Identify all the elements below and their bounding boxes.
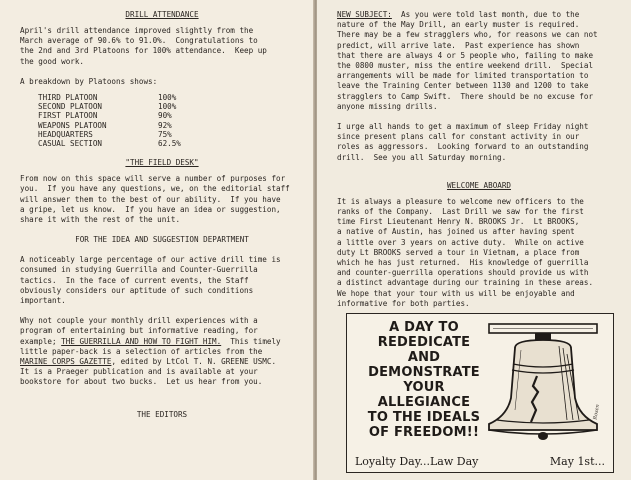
- new-subject-paragraph-2: [337, 122, 621, 163]
- text-line: time First Lieutenant Henry N. BROOKS Jr. Lt BROOKS,: [337, 217, 580, 227]
- platoon-value: 75%: [158, 129, 172, 139]
- drill-attendance-heading: DRILL ATTENDANCE: [125, 10, 199, 19]
- table-row: [38, 139, 198, 148]
- field-desk-paragraph: [20, 174, 304, 225]
- welcome-aboard-paragraph: [337, 197, 621, 309]
- text-line: share it with the rest of the unit.: [20, 215, 181, 225]
- text-line: important.: [20, 296, 66, 306]
- left-page: [0, 0, 314, 480]
- text-line: It is always a pleasure to welcome new officers to the: [337, 196, 584, 206]
- text-line: drill. See you all Saturday morning.: [337, 152, 507, 162]
- drill-attendance-paragraph: [20, 26, 304, 67]
- platoon-name: CASUAL SECTION: [38, 139, 103, 149]
- poster-headline-line: REDEDICATE: [377, 335, 471, 350]
- artist-signature: Rosen: [592, 403, 602, 421]
- poster-headline-line: DEMONSTRATE: [368, 365, 480, 380]
- platoon-value: 90%: [158, 111, 172, 121]
- platoon-name: THIRD PLATOON: [38, 93, 98, 103]
- poster-headline-line: TO THE IDEALS: [367, 410, 481, 425]
- text-line: I urge all hands to get a maximum of sleep Friday night: [337, 122, 589, 132]
- table-row: [38, 93, 198, 102]
- table-row: [38, 102, 198, 111]
- breakdown-intro: A breakdown by Platoons shows:: [20, 76, 158, 86]
- text-line: nature of the May Drill, an early muster is required.: [337, 20, 580, 30]
- text-line: There may be a few stragglers who, for reasons we can not: [337, 30, 598, 40]
- new-subject-label: NEW SUBJECT:: [337, 10, 392, 19]
- text-line: March average of 90.6% to 91.0%. Congratulations to: [20, 36, 258, 46]
- platoon-name: WEAPONS PLATOON: [38, 120, 107, 130]
- platoon-attendance-table: [38, 93, 198, 148]
- liberty-bell-icon: [475, 320, 609, 448]
- poster-headline-line: OF FREEDOM!!: [368, 425, 480, 440]
- table-row: [38, 130, 198, 139]
- poster-headline: [359, 320, 489, 440]
- poster-footer-right: May 1st...: [549, 455, 605, 468]
- text-line: predict, will arrive late. Past experience has shown: [337, 40, 580, 50]
- text-line: obviously considers our aptitude of such conditions: [20, 285, 254, 295]
- text-fragment: example;: [20, 336, 62, 346]
- text-line: [20, 337, 304, 347]
- text-line: you. If you have any questions, we, on the editorial staff: [20, 184, 290, 194]
- book-title: THE GUERRILLA AND HOW TO FIGHT HIM.: [61, 336, 222, 346]
- text-line: a distinct advantage during our training in these areas.: [337, 278, 594, 288]
- text-line: program of entertaining but informative reading, for: [20, 326, 258, 336]
- text-line: It is a Praeger publication and is available at your: [20, 367, 258, 377]
- text-fragment: As you were told last month, due to the: [391, 10, 580, 19]
- text-line: informative for both parties.: [337, 298, 470, 308]
- text-line: [20, 357, 304, 367]
- text-line: a gripe, let us know. If you have an idea or suggestion,: [20, 204, 281, 214]
- poster-footer-left: Loyalty Day...Law Day: [355, 455, 479, 468]
- platoon-name: FIRST PLATOON: [38, 111, 98, 121]
- table-row: [38, 121, 198, 130]
- text-line: the 0800 muster, miss the entire weekend drill. Special: [337, 61, 594, 71]
- poster-headline-line: YOUR ALLEGIANCE: [377, 380, 471, 410]
- magazine-title: MARINE CORPS GAZETTE: [20, 357, 112, 367]
- text-line: From now on this space will serve a number of purposes for: [20, 174, 286, 184]
- text-line: anyone missing drills.: [337, 101, 438, 111]
- platoon-value: 100%: [158, 102, 177, 112]
- text-line: a native of Austin, has joined us after having spent: [337, 227, 575, 237]
- text-fragment: , edited by LtCol T. N. GREENE USMC.: [111, 357, 277, 367]
- poster-headline-line: A DAY TO: [389, 320, 459, 335]
- text-line: [337, 10, 621, 20]
- text-line: We hope that your tour with us will be enjoyable and: [337, 288, 575, 298]
- platoon-value: 100%: [158, 93, 177, 103]
- idea-dept-paragraph-2: [20, 316, 304, 387]
- text-line: little paper-back is a selection of articles from the: [20, 346, 263, 356]
- poster-footer: [355, 455, 605, 469]
- text-line: which he has just returned. His knowledge of guerrilla: [337, 258, 589, 268]
- loyalty-day-poster: [346, 313, 614, 473]
- text-line: a little over 3 years on active duty. While on active: [337, 237, 584, 247]
- text-line: leave the Training Center between 1130 and 1200 to take: [337, 81, 589, 91]
- welcome-aboard-heading: WELCOME ABOARD: [446, 180, 511, 190]
- text-line: will answer them to the best of our ability. If you have: [20, 194, 281, 204]
- text-line: the 2nd and 3rd Platoons for 100% attendance. Keep up: [20, 46, 267, 56]
- platoon-name: HEADQUARTERS: [38, 129, 93, 139]
- text-fragment: This timely: [221, 336, 281, 346]
- text-line: ranks of the Company. Last Drill we saw for the first: [337, 207, 584, 217]
- text-line: roles as aggressors. Looking forward to an outstanding: [337, 142, 589, 152]
- text-line: tactics. In the face of current events, the Staff: [20, 275, 249, 285]
- text-line: duty Lt BROOKS served a tour in Vietnam, a place from: [337, 247, 580, 257]
- text-line: stragglers to Camp Swift. There should be no excuse for: [337, 91, 594, 101]
- editors-signature: THE EDITORS: [136, 409, 188, 419]
- text-line: since present plans call for constant activity in our: [337, 132, 580, 142]
- text-line: that there are always 4 or 5 people who, failing to make: [337, 50, 594, 60]
- idea-dept-heading: FOR THE IDEA AND SUGGESTION DEPARTMENT: [75, 235, 249, 245]
- platoon-name: SECOND PLATOON: [38, 102, 103, 112]
- poster-headline-line: AND: [407, 350, 441, 365]
- text-line: and counter-guerrilla operations should provide us with: [337, 268, 589, 278]
- platoon-value: 62.5%: [158, 139, 181, 149]
- idea-dept-paragraph-1: [20, 255, 304, 306]
- text-line: Why not couple your monthly drill experiences with a: [20, 316, 258, 326]
- text-line: the good work.: [20, 56, 85, 66]
- platoon-value: 92%: [158, 120, 172, 130]
- table-row: [38, 111, 198, 120]
- text-line: A noticeably large percentage of our active drill time is: [20, 255, 281, 265]
- text-line: April's drill attendance improved slightly from the: [20, 26, 254, 35]
- field-desk-heading: "THE FIELD DESK": [125, 158, 199, 168]
- text-line: consumed in studying Guerrilla and Counter-Guerrilla: [20, 265, 258, 275]
- text-line: arrangements will be made for limited transportation to: [337, 71, 589, 81]
- text-line: bookstore for about two bucks. Let us hear from you.: [20, 377, 263, 387]
- new-subject-paragraph: [337, 10, 621, 112]
